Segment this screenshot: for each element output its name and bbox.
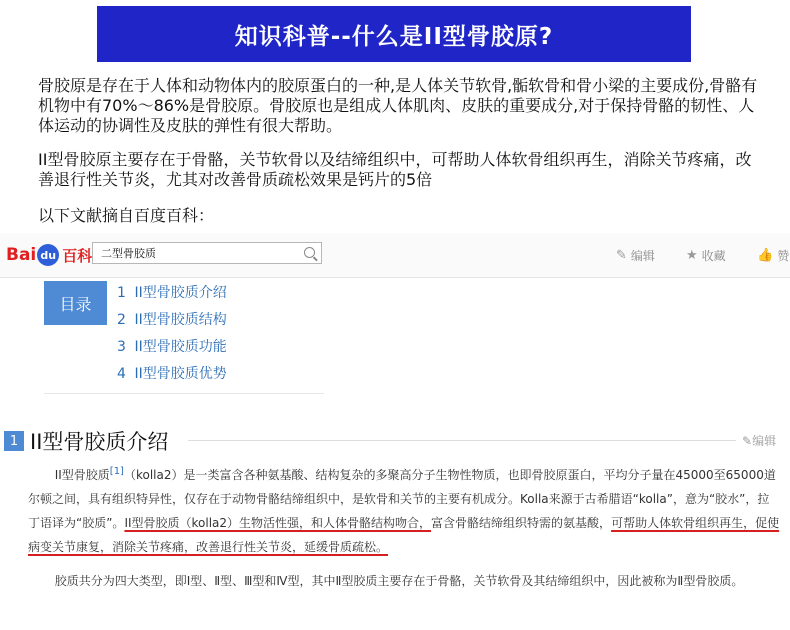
toc-item-intro[interactable]	[117, 283, 227, 310]
toc-item-label: II型骨胶质介绍	[134, 285, 227, 301]
section-title: II型骨胶质介绍	[30, 430, 169, 454]
baidu-baike-logo[interactable]	[6, 241, 92, 269]
edit-button[interactable]	[616, 247, 655, 264]
toc-item-num: 4	[117, 366, 126, 382]
section-edit-label: 编辑	[752, 434, 777, 448]
toc-label: 目录	[44, 281, 107, 325]
intro-paragraph-1: 骨胶原是存在于人体和动物体内的胶原蛋白的一种,是人体关节软骨,骺软骨和骨小梁的主要成份,骨骼有机物中有70%～86%是骨胶原。骨胶原也是组成人体肌肉、皮肤的重要成分,对于保持骨骼的韧性、人体运动的协调性及皮肤的弹性有很大帮助。	[38, 76, 758, 135]
edit-label: 编辑	[630, 249, 655, 263]
toc-list	[117, 283, 227, 391]
baike-topbar	[0, 233, 790, 278]
section-header	[0, 426, 790, 458]
toc-item-num: 3	[117, 339, 126, 355]
logo-baike: 百科	[62, 246, 93, 265]
intro-paragraph-2: II型骨胶原主要存在于骨骼，关节软骨以及结缔组织中，可帮助人体软骨组织再生，消除关节疼痛，改善退行性关节炎，尤其对改善骨质疏松效果是钙片的5倍	[38, 150, 752, 189]
paragraph-text: II型骨胶质	[54, 468, 110, 482]
baike-screenshot	[0, 233, 790, 630]
toc-item-function[interactable]	[117, 337, 227, 364]
section-paragraph-2	[28, 569, 780, 593]
toc-item-advantage[interactable]	[117, 364, 227, 391]
logo-bai: Bai	[6, 245, 37, 265]
paw-icon: du	[37, 244, 59, 266]
like-button[interactable]	[757, 247, 789, 264]
section-edit-link[interactable]	[742, 432, 776, 449]
section-paragraph-1	[28, 460, 780, 559]
reference-link[interactable]: [1]	[109, 466, 124, 477]
toc-item-num: 1	[117, 285, 126, 301]
underlined-text: II型骨胶质（kolla2）生物活性强，和人体骨骼结构吻合，	[124, 516, 432, 530]
underlined-text: 可帮助人体软骨组织再生，促使病变关节康复，消除关节疼痛，改善退行性关节炎，延缓骨质疏松。	[28, 516, 780, 554]
intro-source-note: 以下文献摘自百度百科：	[38, 206, 215, 225]
pencil-icon: ✎	[742, 434, 753, 448]
pencil-icon: ✎	[616, 248, 627, 263]
toc-item-label: II型骨胶质优势	[134, 366, 227, 382]
search-icon[interactable]	[304, 247, 315, 258]
toc-item-label: II型骨胶质功能	[134, 339, 227, 355]
paragraph-text: 富含骨骼结缔组织特需的氨基酸，	[431, 516, 612, 530]
search-value: 二型骨胶质	[101, 247, 156, 260]
collect-button[interactable]	[686, 247, 726, 264]
thumbs-up-icon: 👍	[757, 248, 774, 263]
star-icon: ★	[686, 248, 698, 263]
collect-label: 收藏	[701, 249, 726, 263]
toc-item-structure[interactable]	[117, 310, 227, 337]
section-divider	[188, 440, 736, 441]
banner-title: 知识科普--什么是II型骨胶原?	[97, 6, 691, 62]
search-input[interactable]	[92, 242, 322, 264]
section-number: 1	[4, 431, 24, 451]
like-label: 赞	[777, 249, 790, 263]
toc-item-label: II型骨胶质结构	[134, 312, 227, 328]
table-of-contents	[44, 281, 324, 394]
paragraph-text: 胶质共分为四大类型，即Ⅰ型、Ⅱ型、Ⅲ型和Ⅳ型，其中Ⅱ型胶质主要存在于骨骼，关节软骨及其结缔组织中，因此被称为Ⅱ型骨胶质。	[54, 574, 744, 588]
paragraph-text: （kolla2）是一类富含各种氨基酸、结构复杂的多聚高分子生物性物质，也即骨胶原蛋白，平均分子量在45000至65000道尔顿之间，具有组织特异性，仅存在于动物骨骼结缔组织中，是软骨和关节的主要有机成分。Kolla来源于古希腊语“kolla”，意为“胶水”，拉丁语译为“胶质”。	[28, 468, 776, 530]
toc-item-num: 2	[117, 312, 126, 328]
